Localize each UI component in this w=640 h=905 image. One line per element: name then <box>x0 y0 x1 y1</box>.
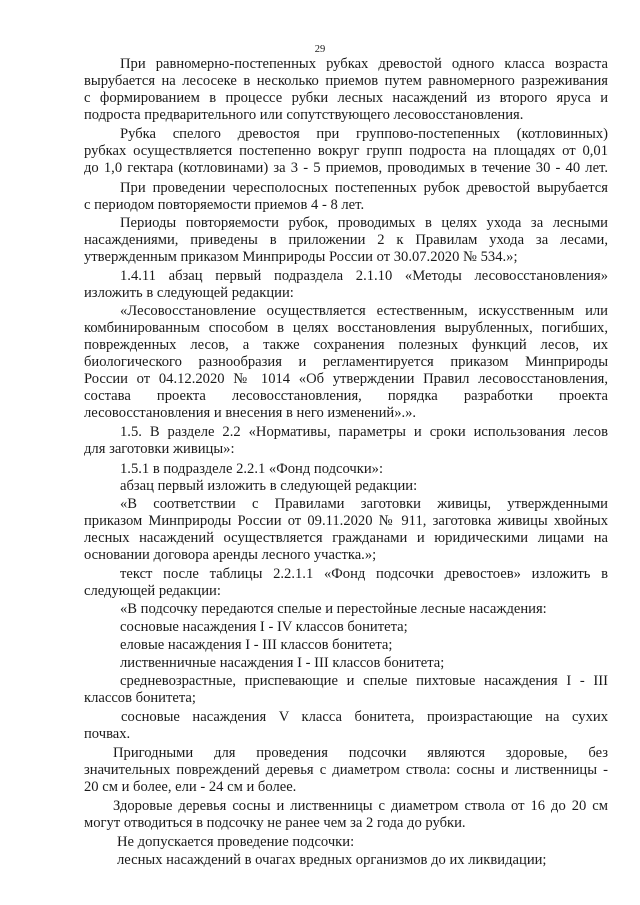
text-line: «В подсочку передаются спелые и перестойные лесные насаждения: <box>120 601 547 617</box>
text-line: сосновые насаждения I - IV классов бонитета; <box>120 619 408 635</box>
text-line: Рубка спелого древостоя при группово-постепенных (котловинных) <box>120 126 608 142</box>
text-line: лесовосстановления и внесения в него изменений».». <box>84 405 417 421</box>
text-line: вырубается на лесосеке в несколько приемов путем равномерного разреживания <box>84 73 608 89</box>
text-line: рубках осуществляется постепенно вокруг групп подроста на площадях от 0,01 <box>84 143 608 159</box>
text-line: с периодом повторяемости приемов 4 - 8 лет. <box>84 197 365 213</box>
text-line: до 1,0 гектара (котловинами) за 3 - 5 приемов, проводимых в течение 30 - 40 лет. <box>84 160 608 176</box>
text-line: классов бонитета; <box>84 690 196 706</box>
text-line: лесных насаждений осуществляется гражданами и юридическими лицами на <box>84 530 608 546</box>
text-line: абзац первый изложить в следующей редакции: <box>120 478 418 494</box>
page-number: 29 <box>314 44 326 55</box>
text-line: текст после таблицы 2.2.1.1 «Фонд подсочки древостоев» изложить в <box>120 566 608 582</box>
text-line: основании договора аренды лесного участка.»; <box>84 547 377 563</box>
text-line: «В соответствии с Правилами заготовки живицы, утвержденными <box>120 496 608 512</box>
text-line: «Лесовосстановление осуществляется естественным, искусственным или <box>120 303 608 319</box>
text-line: лесных насаждений в очагах вредных организмов до их ликвидации; <box>117 852 547 868</box>
text-line: изложить в следующей редакции: <box>84 285 294 301</box>
text-line: Не допускается проведение подсочки: <box>117 834 355 850</box>
text-line: 20 см и более, ели - 24 см и более. <box>84 779 297 795</box>
text-line: для заготовки живицы»: <box>84 441 235 457</box>
text-line: следующей редакции: <box>84 583 221 599</box>
text-line: Периоды повторяемости рубок, проводимых в целях ухода за лесными <box>120 215 608 231</box>
text-line: Пригодными для проведения подсочки являются здоровые, без <box>113 745 608 761</box>
text-line: 1.4.11 абзац первый подраздела 2.1.10 «Методы лесовосстановления» <box>120 268 608 284</box>
text-line: Здоровые деревья сосны и лиственницы с диаметром ствола от 16 до 20 см <box>113 798 608 814</box>
text-line: подроста предварительного или сопутствующего лесовосстановления. <box>84 107 524 123</box>
text-line: поврежденных лесов, а также сохранения полезных функций лесов, их <box>84 337 608 353</box>
text-line: 1.5. В разделе 2.2 «Нормативы, параметры и сроки использования лесов <box>120 424 608 440</box>
text-line: еловые насаждения I - III классов бонитета; <box>120 637 393 653</box>
text-line: значительных повреждений деревья с диаметром ствола: сосны и лиственницы - <box>84 762 608 778</box>
text-line: 1.5.1 в подразделе 2.2.1 «Фонд подсочки»: <box>120 461 384 477</box>
text-line: утвержденным приказом Минприроды России от 30.07.2020 № 534.»; <box>84 249 518 265</box>
text-line: биологического разнообразия и регламентируется приказом Минприроды <box>84 354 608 370</box>
text-line: могут отводиться в подсочку не ранее чем за 2 года до рубки. <box>84 815 466 831</box>
text-line: почвах. <box>84 726 131 742</box>
text-line: с формированием в процессе рубки лесных насаждений из второго яруса и <box>84 90 608 106</box>
text-line: приказом Минприроды России от 09.11.2020 № 911, заготовка живицы хвойных <box>84 513 608 529</box>
text-line: лиственничные насаждения I - III классов бонитета; <box>120 655 445 671</box>
text-line: При равномерно-постепенных рубках древостой одного класса возраста <box>120 56 608 72</box>
text-line: насаждениями, приведены в приложении 2 к Правилам ухода за лесами, <box>84 232 608 248</box>
text-line: России от 04.12.2020 № 1014 «Об утверждении Правил лесовосстановления, <box>84 371 608 387</box>
text-line: сосновые насаждения V класса бонитета, произрастающие на сухих <box>121 709 608 725</box>
text-line: При проведении чересполосных постепенных рубок древостой вырубается <box>120 180 608 196</box>
text-line: состава проекта лесовосстановления, порядка разработки проекта <box>84 388 608 404</box>
text-line: комбинированным способом в целях восстановления вырубленных, погибших, <box>84 320 608 336</box>
text-line: средневозрастные, приспевающие и спелые пихтовые насаждения I - III <box>120 673 608 689</box>
